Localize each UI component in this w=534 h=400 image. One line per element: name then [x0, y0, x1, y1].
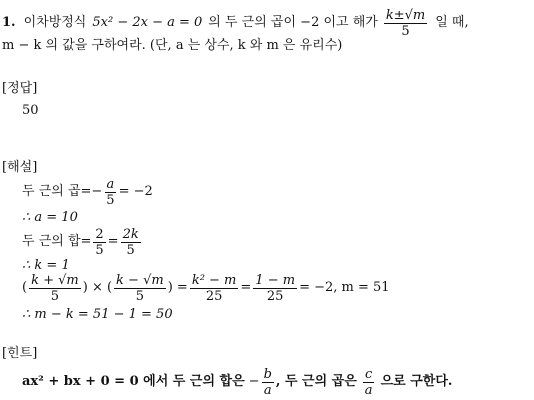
- hint-text-a: ax² + bx + 0 = 0 에서 두 근의 합은: [22, 374, 245, 389]
- mult-fraction-4: [253, 273, 297, 304]
- explanation-line-1: [22, 174, 153, 210]
- root-numerator: k±√m: [385, 7, 426, 23]
- explanation-line-4: ∴ k = 1: [22, 258, 70, 273]
- product-fraction: [104, 177, 116, 208]
- sum-fraction-1: [93, 227, 105, 258]
- problem-text-c: 일 때,: [435, 15, 469, 30]
- hint-text-b: , 두 근의 곱은: [275, 374, 357, 389]
- product-num: a: [106, 176, 115, 192]
- mult-f4-num: 1 − m: [255, 272, 296, 288]
- mult-f3-den: 25: [205, 288, 223, 304]
- root-fraction: [384, 8, 427, 39]
- explanation-line-3: [22, 224, 143, 260]
- root-denominator: 5: [401, 23, 410, 39]
- mult-fraction-3: [190, 273, 239, 304]
- mult-fraction-2: [114, 273, 166, 304]
- paren-open: (: [22, 280, 28, 295]
- sum-f2-den: 5: [126, 242, 135, 258]
- sum-fraction-2: [121, 227, 141, 258]
- sum-f1-den: 5: [95, 242, 104, 258]
- hint-f1-num: b: [263, 366, 272, 382]
- neg-sign: −: [91, 184, 103, 199]
- sum-f1-num: 2: [95, 226, 104, 242]
- hint-neg: −: [248, 374, 260, 389]
- explanation-label: [해설]: [2, 160, 38, 175]
- problem-line-1: [2, 8, 469, 38]
- mult-f1-num: k + √m: [31, 272, 79, 288]
- hint-text-c: 으로 구한다.: [380, 374, 453, 389]
- problem-text-a: 이차방정식: [23, 15, 87, 30]
- hint-f1-den: a: [263, 382, 272, 398]
- problem-equation: 5x² − 2x − a = 0: [92, 15, 203, 30]
- product-den: 5: [106, 192, 115, 208]
- problem-text-b: 의 두 근의 곱이 −2 이고 해가: [208, 15, 378, 30]
- sum-equals: =: [107, 234, 119, 249]
- mult-equals: =: [240, 280, 252, 295]
- problem-number: 1.: [2, 15, 16, 30]
- mult-fraction-1: [29, 273, 81, 304]
- product-text: 두 근의 곱=: [22, 184, 92, 199]
- answer-label: [정답]: [2, 81, 38, 96]
- mult-f2-den: 5: [135, 288, 145, 304]
- explanation-line-2: ∴ a = 10: [22, 210, 78, 225]
- mult-f2-num: k − √m: [116, 272, 164, 288]
- mult-mid: ) × (: [82, 280, 113, 295]
- problem-text-2: m − k 의 값을 구하여라. (단, a 는 상수, k 와 m 은 유리수): [2, 38, 343, 53]
- product-result: = −2: [118, 184, 153, 199]
- hint-fraction-2: [363, 367, 375, 398]
- mult-f1-den: 5: [50, 288, 60, 304]
- answer-value: 50: [22, 103, 39, 118]
- hint-fraction-1: [262, 367, 274, 398]
- mult-f4-den: 25: [266, 288, 284, 304]
- sum-text: 두 근의 합=: [22, 234, 92, 249]
- problem-line-2: [2, 38, 342, 54]
- hint-line: [22, 364, 452, 400]
- mult-close: ) =: [167, 280, 188, 295]
- hint-label: [힌트]: [2, 346, 38, 361]
- explanation-line-5: [22, 268, 390, 308]
- explanation-line-6: ∴ m − k = 51 − 1 = 50: [22, 307, 173, 322]
- hint-f2-num: c: [365, 366, 373, 382]
- sum-f2-num: 2k: [122, 226, 139, 242]
- hint-f2-den: a: [364, 382, 373, 398]
- mult-f3-num: k² − m: [191, 272, 237, 288]
- mult-result: = −2, m = 51: [299, 280, 390, 295]
